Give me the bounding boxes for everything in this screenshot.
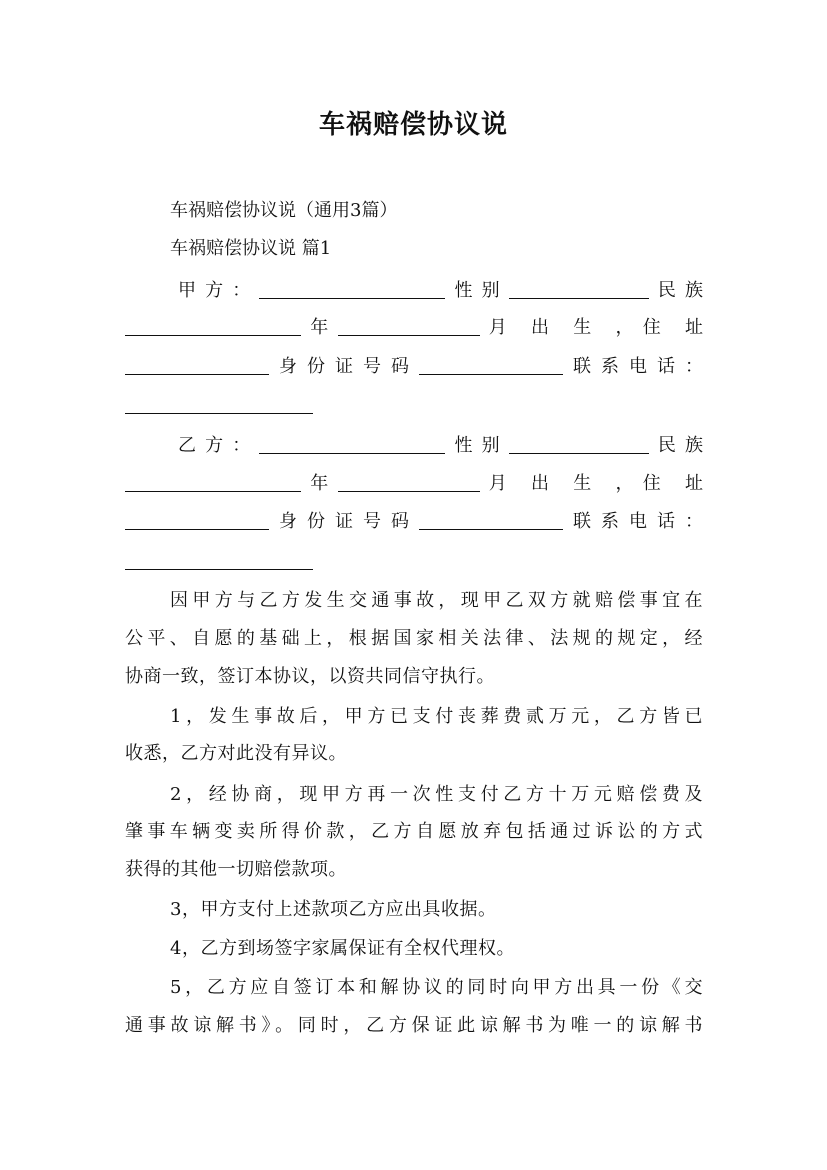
party-b-line-1 [178,434,703,458]
para-6-line-1: 5，乙方应自签订本和解协议的同时向甲方出具一份《交 [170,977,703,998]
party-b-ethnicity-label: 民族 [648,435,703,456]
party-a-name-blank [259,280,445,299]
party-a-label: 甲方： [178,280,260,301]
party-b-ethnicity-blank [125,473,301,492]
para-3-line-1: 2，经协商，现甲方再一次性支付乙方十万元赔偿费及 [170,784,703,805]
party-a-ethnicity-label: 民族 [648,280,703,301]
party-a-year-label: 年 [301,317,338,338]
party-b-id-label: 身份证号码 [269,511,419,532]
party-a-gender-blank [509,280,649,299]
party-b-line-2 [125,472,703,496]
party-b-gender-blank [509,435,649,454]
para-2-line-2: 收悉，乙方对此没有异议。 [125,743,347,764]
para-1-line-1: 因甲方与乙方发生交通事故，现甲乙双方就赔偿事宜在 [170,590,703,611]
party-a-gender-label: 性别 [445,280,509,301]
party-a-phone-blank [125,395,313,414]
party-b-line-3 [125,510,703,534]
document-subtitle: 车祸赔偿协议说（通用3篇） [170,200,398,221]
party-a-phone-label: 联系电话： [563,356,703,377]
party-a-address-label: 住 址 [642,317,703,338]
para-2-line-1: 1，发生事故后，甲方已支付丧葬费贰万元，乙方皆已 [170,706,703,727]
party-a-id-label: 身份证号码 [269,356,419,377]
party-b-gender-label: 性别 [445,435,509,456]
party-b-id-blank [419,511,563,530]
party-b-phone-label: 联系电话： [563,511,703,532]
party-b-line-4 [125,550,703,574]
party-b-name-blank [259,435,445,454]
party-b-address-label: 住 址 [642,473,703,494]
document-title: 车祸赔偿协议说 [318,110,508,140]
party-b-phone-blank [125,551,313,570]
party-a-birth-label: 月 出 生 ， [479,317,643,338]
section-heading: 车祸赔偿协议说 篇1 [170,238,332,259]
party-a-line-1 [178,279,703,303]
party-b-month-blank [338,473,480,492]
party-b-year-label: 年 [301,473,338,494]
party-b-label: 乙方： [178,435,260,456]
para-5-line-1: 4，乙方到场签字家属保证有全权代理权。 [170,938,515,959]
party-a-line-3 [125,355,703,379]
para-4-line-1: 3，甲方支付上述款项乙方应出具收据。 [170,899,497,920]
party-a-address-blank [125,356,269,375]
para-3-line-2: 肇事车辆变卖所得价款，乙方自愿放弃包括通过诉讼的方式 [125,821,703,842]
para-1-line-3: 协商一致，签订本协议，以资共同信守执行。 [125,666,495,687]
party-a-id-blank [419,356,563,375]
party-a-line-4 [125,394,703,418]
para-3-line-3: 获得的其他一切赔偿款项。 [125,859,347,880]
para-6-line-2: 通事故谅解书》。同时，乙方保证此谅解书为唯一的谅解书 [125,1015,703,1036]
party-a-ethnicity-blank [125,317,301,336]
party-a-month-blank [338,317,480,336]
party-a-line-2 [125,316,703,340]
party-b-birth-label: 月 出 生 ， [479,473,643,494]
para-1-line-2: 公平、自愿的基础上，根据国家相关法律、法规的规定，经 [125,628,703,649]
party-b-address-blank [125,511,269,530]
